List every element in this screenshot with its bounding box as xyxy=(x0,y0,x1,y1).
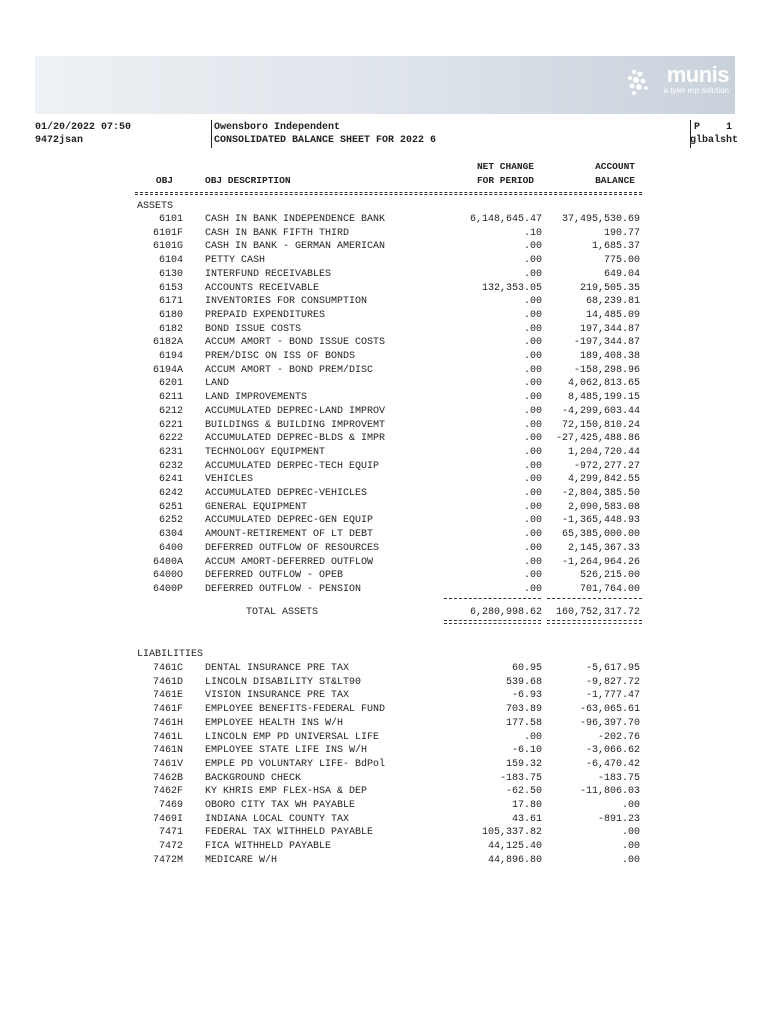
net-change-value: 105,337.82 xyxy=(481,827,542,839)
account-description: LAND IMPROVEMENTS xyxy=(205,392,308,404)
net-change-value: .00 xyxy=(523,542,542,554)
table-row xyxy=(0,731,770,744)
account-description: PREM/DISC ON ISS OF BONDS xyxy=(205,351,356,362)
net-change-value: 60.95 xyxy=(511,663,542,674)
account-description: FICA WITHHELD PAYABLE xyxy=(205,841,332,853)
net-change-value: .00 xyxy=(523,474,542,486)
table-row xyxy=(0,295,770,308)
account-description: VISION INSURANCE PRE TAX xyxy=(205,690,350,702)
net-change-value: .00 xyxy=(523,296,542,308)
account-balance-value: 190.77 xyxy=(603,227,640,239)
net-change-value: .00 xyxy=(523,392,542,404)
account-object-code: 7461V xyxy=(152,758,183,770)
organization-name: Owensboro Independent xyxy=(214,122,341,133)
account-description: ACCUMULATED DEPREC-BLDS & IMPR xyxy=(205,433,386,445)
account-object-code: 6241 xyxy=(158,474,183,486)
account-description: TECHNOLOGY EQUIPMENT xyxy=(205,446,326,458)
account-description: MEDICARE W/H xyxy=(205,854,278,866)
munis-logo xyxy=(664,62,729,95)
table-row xyxy=(0,854,770,867)
account-description: ACCUMULATED DEPREC-VEHICLES xyxy=(205,488,368,499)
net-change-value: .00 xyxy=(523,255,542,267)
account-object-code: 6182 xyxy=(158,323,183,335)
account-object-code: 6153 xyxy=(158,282,183,294)
account-balance-value: -1,264,964.26 xyxy=(561,556,640,568)
account-description: BOND ISSUE COSTS xyxy=(205,323,302,335)
net-change-value: -6.93 xyxy=(511,690,542,702)
account-description: CASH IN BANK FIFTH THIRD xyxy=(205,227,350,239)
account-object-code: 6252 xyxy=(158,515,183,527)
account-balance-value: 4,062,813.65 xyxy=(567,378,640,390)
table-row xyxy=(0,501,770,514)
table-row xyxy=(0,377,770,390)
munis-logo-icon xyxy=(624,68,656,98)
account-object-code: 7461L xyxy=(152,731,183,743)
account-object-code: 6400O xyxy=(152,570,183,582)
account-balance-value: -202.76 xyxy=(597,731,640,743)
account-object-code: 6101G xyxy=(152,241,183,253)
table-row xyxy=(0,446,770,459)
account-balance-value: -96,397.70 xyxy=(579,717,640,729)
table-row xyxy=(0,785,770,798)
account-object-code: 7461D xyxy=(152,676,183,688)
account-description: INDIANA LOCAL COUNTY TAX xyxy=(205,813,350,825)
net-change-value: .00 xyxy=(523,529,542,541)
table-row xyxy=(0,826,770,839)
net-change-value: .00 xyxy=(523,309,542,321)
table-row xyxy=(0,662,770,675)
total-assets-label: TOTAL ASSETS xyxy=(246,607,319,618)
net-change-value: 703.89 xyxy=(505,704,542,716)
account-object-code: 6180 xyxy=(158,309,183,321)
account-description: CASH IN BANK INDEPENDENCE BANK xyxy=(205,214,386,225)
net-change-value: 177.58 xyxy=(505,717,542,729)
account-description: KY KHRIS EMP FLEX-HSA & DEP xyxy=(205,786,368,798)
net-change-value: .00 xyxy=(523,515,542,527)
net-change-value: 132,353.05 xyxy=(481,282,542,294)
total-assets-net: 6,280,998.62 xyxy=(469,607,542,618)
account-balance-value: -891.23 xyxy=(597,813,640,825)
table-row xyxy=(0,676,770,689)
account-balance-value: -3,066.62 xyxy=(585,745,640,757)
account-description: ACCUMULATED DEPREC-LAND IMPROV xyxy=(205,405,386,417)
account-object-code: 7461H xyxy=(152,717,183,729)
account-balance-value: -4,299,603.44 xyxy=(561,405,640,417)
account-object-code: 7472M xyxy=(152,854,183,866)
account-balance-value: -1,777.47 xyxy=(585,690,640,702)
account-balance-value: 189,408.38 xyxy=(579,351,640,362)
table-row xyxy=(0,364,770,377)
net-change-value: -6.10 xyxy=(511,745,542,757)
table-row xyxy=(0,689,770,702)
account-object-code: 6212 xyxy=(158,405,183,417)
section-label-liabilities: LIABILITIES xyxy=(137,649,204,660)
account-object-code: 6251 xyxy=(158,501,183,513)
account-object-code: 6400 xyxy=(158,542,183,554)
account-object-code: 6222 xyxy=(158,433,183,445)
net-change-value: .00 xyxy=(523,419,542,431)
account-object-code: 6232 xyxy=(158,460,183,472)
net-change-value: .00 xyxy=(523,501,542,513)
table-row xyxy=(0,336,770,349)
table-row xyxy=(0,460,770,473)
account-balance-value: -27,425,488.86 xyxy=(555,433,640,445)
account-object-code: 6221 xyxy=(158,419,183,431)
section-label-assets: ASSETS xyxy=(137,201,174,212)
table-row xyxy=(0,556,770,569)
table-row xyxy=(0,542,770,555)
account-description: ACCOUNTS RECEIVABLE xyxy=(205,282,320,294)
net-change-value: 539.68 xyxy=(505,676,542,688)
account-balance-value: 219,505.35 xyxy=(579,282,640,294)
table-row xyxy=(0,309,770,322)
account-description: LAND xyxy=(205,378,230,390)
page-number: 1 xyxy=(726,122,733,133)
table-row xyxy=(0,772,770,785)
account-object-code: 6211 xyxy=(158,392,183,404)
column-header-net-change-line1: NET CHANGE xyxy=(476,161,534,172)
account-object-code: 6101F xyxy=(152,227,183,239)
net-change-value: 159.32 xyxy=(505,758,542,770)
account-description: ACCUMULATED DERPEC-TECH EQUIP xyxy=(205,460,380,472)
account-balance-value: -2,804,385.50 xyxy=(561,488,640,499)
table-row xyxy=(0,282,770,295)
account-object-code: 6194 xyxy=(158,351,183,362)
account-balance-value: .00 xyxy=(621,827,640,839)
table-row xyxy=(0,240,770,253)
net-change-value: .00 xyxy=(523,446,542,458)
table-row xyxy=(0,487,770,500)
net-change-value: .00 xyxy=(523,433,542,445)
net-change-value: .00 xyxy=(523,570,542,582)
table-row xyxy=(0,758,770,771)
account-description: EMPLOYEE HEALTH INS W/H xyxy=(205,717,344,729)
table-row xyxy=(0,717,770,730)
account-balance-value: 8,485,199.15 xyxy=(567,392,640,404)
account-description: DENTAL INSURANCE PRE TAX xyxy=(205,663,350,674)
net-change-value: 17.80 xyxy=(511,800,542,811)
net-change-value: .00 xyxy=(523,556,542,568)
header-divider-left xyxy=(211,120,212,148)
table-row xyxy=(0,254,770,267)
account-balance-value: -11,806.03 xyxy=(579,786,640,798)
table-row xyxy=(0,813,770,826)
table-row xyxy=(0,840,770,853)
account-object-code: 7469 xyxy=(158,800,183,811)
table-row xyxy=(0,799,770,812)
account-description: GENERAL EQUIPMENT xyxy=(205,501,308,513)
logo-tagline: a tyler erp solution xyxy=(663,86,729,95)
account-description: ACCUM AMORT-DEFERRED OUTFLOW xyxy=(205,556,374,568)
table-row xyxy=(0,350,770,363)
header-rule-double xyxy=(135,194,642,195)
account-balance-value: -1,365,448.93 xyxy=(561,515,640,527)
net-change-value: -183.75 xyxy=(499,772,542,784)
net-change-value: .00 xyxy=(523,364,542,376)
account-balance-value: 197,344.87 xyxy=(579,323,640,335)
net-change-value: .00 xyxy=(523,378,542,390)
table-row xyxy=(0,569,770,582)
account-object-code: 7461E xyxy=(152,690,183,702)
logo-wordmark: munis xyxy=(666,62,729,87)
account-balance-value: 37,495,530.69 xyxy=(561,214,640,225)
table-row xyxy=(0,268,770,281)
table-row xyxy=(0,227,770,240)
account-balance-value: -63,065.61 xyxy=(579,704,640,716)
table-row xyxy=(0,405,770,418)
account-description: DEFERRED OUTFLOW OF RESOURCES xyxy=(205,542,380,554)
account-object-code: 7461N xyxy=(152,745,183,757)
total-net-double-underline xyxy=(444,620,541,624)
net-change-value: 43.61 xyxy=(511,813,542,825)
account-balance-value: 1,204,720.44 xyxy=(567,446,640,458)
net-change-value: .00 xyxy=(523,460,542,472)
account-object-code: 7462F xyxy=(152,786,183,798)
account-object-code: 7462B xyxy=(152,772,183,784)
account-object-code: 6400A xyxy=(152,556,183,568)
account-description: ACCUM AMORT - BOND PREM/DISC xyxy=(205,364,374,376)
column-header-balance-line1: ACCOUNT xyxy=(595,161,635,172)
total-balance-underline xyxy=(547,598,642,599)
account-description: PETTY CASH xyxy=(205,255,266,267)
account-object-code: 6304 xyxy=(158,529,183,541)
account-object-code: 6400P xyxy=(152,583,183,595)
account-description: AMOUNT-RETIREMENT OF LT DEBT xyxy=(205,529,374,541)
total-assets-balance: 160,752,317.72 xyxy=(555,607,640,618)
table-row xyxy=(0,391,770,404)
account-object-code: 6182A xyxy=(152,337,183,349)
account-balance-value: -9,827.72 xyxy=(585,676,640,688)
account-object-code: 7472 xyxy=(158,841,183,853)
account-balance-value: 14,485.09 xyxy=(585,309,640,321)
account-balance-value: 701,764.00 xyxy=(579,583,640,595)
account-description: VEHICLES xyxy=(205,474,254,486)
table-row xyxy=(0,703,770,716)
net-change-value: 44,125.40 xyxy=(487,841,542,853)
account-object-code: 6194A xyxy=(152,364,183,376)
account-description: PREPAID EXPENDITURES xyxy=(205,309,326,321)
net-change-value: .00 xyxy=(523,268,542,280)
account-description: OBORO CITY TAX WH PAYABLE xyxy=(205,800,356,811)
net-change-value: .00 xyxy=(523,337,542,349)
account-balance-value: 2,145,367.33 xyxy=(567,542,640,554)
account-description: INVENTORIES FOR CONSUMPTION xyxy=(205,296,368,308)
account-description: EMPLOYEE BENEFITS-FEDERAL FUND xyxy=(205,704,386,716)
account-object-code: 7461C xyxy=(152,663,183,674)
net-change-value: .00 xyxy=(523,488,542,499)
table-row xyxy=(0,744,770,757)
account-balance-value: .00 xyxy=(621,854,640,866)
net-change-value: .00 xyxy=(523,241,542,253)
account-description: DEFERRED OUTFLOW - PENSION xyxy=(205,583,362,595)
account-object-code: 6130 xyxy=(158,268,183,280)
account-balance-value: .00 xyxy=(621,841,640,853)
account-description: LINCOLN DISABILITY ST&LT90 xyxy=(205,676,362,688)
report-code: glbalsht xyxy=(690,135,739,146)
column-header-net-change-line2: FOR PERIOD xyxy=(476,175,534,186)
account-balance-value: -183.75 xyxy=(597,772,640,784)
account-object-code: 6171 xyxy=(158,296,183,308)
account-balance-value: -6,470.42 xyxy=(585,758,640,770)
account-balance-value: 649.04 xyxy=(603,268,640,280)
account-description: EMPLOYEE STATE LIFE INS W/H xyxy=(205,745,368,757)
account-balance-value: 65,385,000.00 xyxy=(561,529,640,541)
total-net-underline xyxy=(444,598,541,599)
column-header-description: OBJ DESCRIPTION xyxy=(205,175,291,186)
table-row xyxy=(0,432,770,445)
net-change-value: .10 xyxy=(523,227,542,239)
net-change-value: .00 xyxy=(523,351,542,362)
account-description: ACCUMULATED DEPREC-GEN EQUIP xyxy=(205,515,374,527)
account-object-code: 6201 xyxy=(158,378,183,390)
account-balance-value: 775.00 xyxy=(603,255,640,267)
table-row xyxy=(0,583,770,596)
account-object-code: 6101 xyxy=(158,214,183,225)
account-balance-value: -197,344.87 xyxy=(573,337,640,349)
account-object-code: 6231 xyxy=(158,446,183,458)
account-description: FEDERAL TAX WITHHELD PAYABLE xyxy=(205,827,374,839)
table-row xyxy=(0,528,770,541)
account-balance-value: 2,090,583.08 xyxy=(567,501,640,513)
account-description: ACCUM AMORT - BOND ISSUE COSTS xyxy=(205,337,386,349)
account-description: BACKGROUND CHECK xyxy=(205,772,302,784)
account-object-code: 7471 xyxy=(158,827,183,839)
account-balance-value: 72,150,810.24 xyxy=(561,419,640,431)
report-banner xyxy=(35,56,735,114)
net-change-value: 6,148,645.47 xyxy=(469,214,542,225)
account-description: BUILDINGS & BUILDING IMPROVEMT xyxy=(205,419,386,431)
net-change-value: .00 xyxy=(523,731,542,743)
account-balance-value: 68,239.81 xyxy=(585,296,640,308)
column-header-balance-line2: BALANCE xyxy=(595,175,635,186)
report-title: CONSOLIDATED BALANCE SHEET FOR 2022 6 xyxy=(214,135,437,146)
net-change-value: -62.50 xyxy=(505,786,542,798)
account-description: INTERFUND RECEIVABLES xyxy=(205,268,332,280)
net-change-value: .00 xyxy=(523,583,542,595)
net-change-value: .00 xyxy=(523,405,542,417)
net-change-value: 44,896.80 xyxy=(487,854,542,866)
account-object-code: 7461F xyxy=(152,704,183,716)
account-object-code: 6242 xyxy=(158,488,183,499)
account-description: DEFERRED OUTFLOW - OPEB xyxy=(205,570,344,582)
header-rule xyxy=(135,192,642,193)
account-description: EMPLE PD VOLUNTARY LIFE- BdPol xyxy=(205,758,386,770)
account-description: CASH IN BANK - GERMAN AMERICAN xyxy=(205,241,386,253)
account-balance-value: -972,277.27 xyxy=(573,460,640,472)
table-row xyxy=(0,213,770,226)
column-header-obj: OBJ xyxy=(155,175,173,186)
table-row xyxy=(0,514,770,527)
table-row xyxy=(0,473,770,486)
page-label: P xyxy=(694,122,701,133)
table-row xyxy=(0,323,770,336)
account-balance-value: 1,685.37 xyxy=(591,241,640,253)
report-datetime: 01/20/2022 07:50 xyxy=(35,122,132,133)
account-balance-value: -158,298.96 xyxy=(573,364,640,376)
total-balance-double-underline xyxy=(547,620,642,624)
net-change-value: .00 xyxy=(523,323,542,335)
report-user: 9472jsan xyxy=(35,135,84,146)
account-balance-value: .00 xyxy=(621,800,640,811)
account-balance-value: 526,215.00 xyxy=(579,570,640,582)
account-balance-value: -5,617.95 xyxy=(585,663,640,674)
account-object-code: 7469I xyxy=(152,813,183,825)
account-balance-value: 4,299,842.55 xyxy=(567,474,640,486)
table-row xyxy=(0,419,770,432)
account-object-code: 6104 xyxy=(158,255,183,267)
account-description: LINCOLN EMP PD UNIVERSAL LIFE xyxy=(205,731,380,743)
